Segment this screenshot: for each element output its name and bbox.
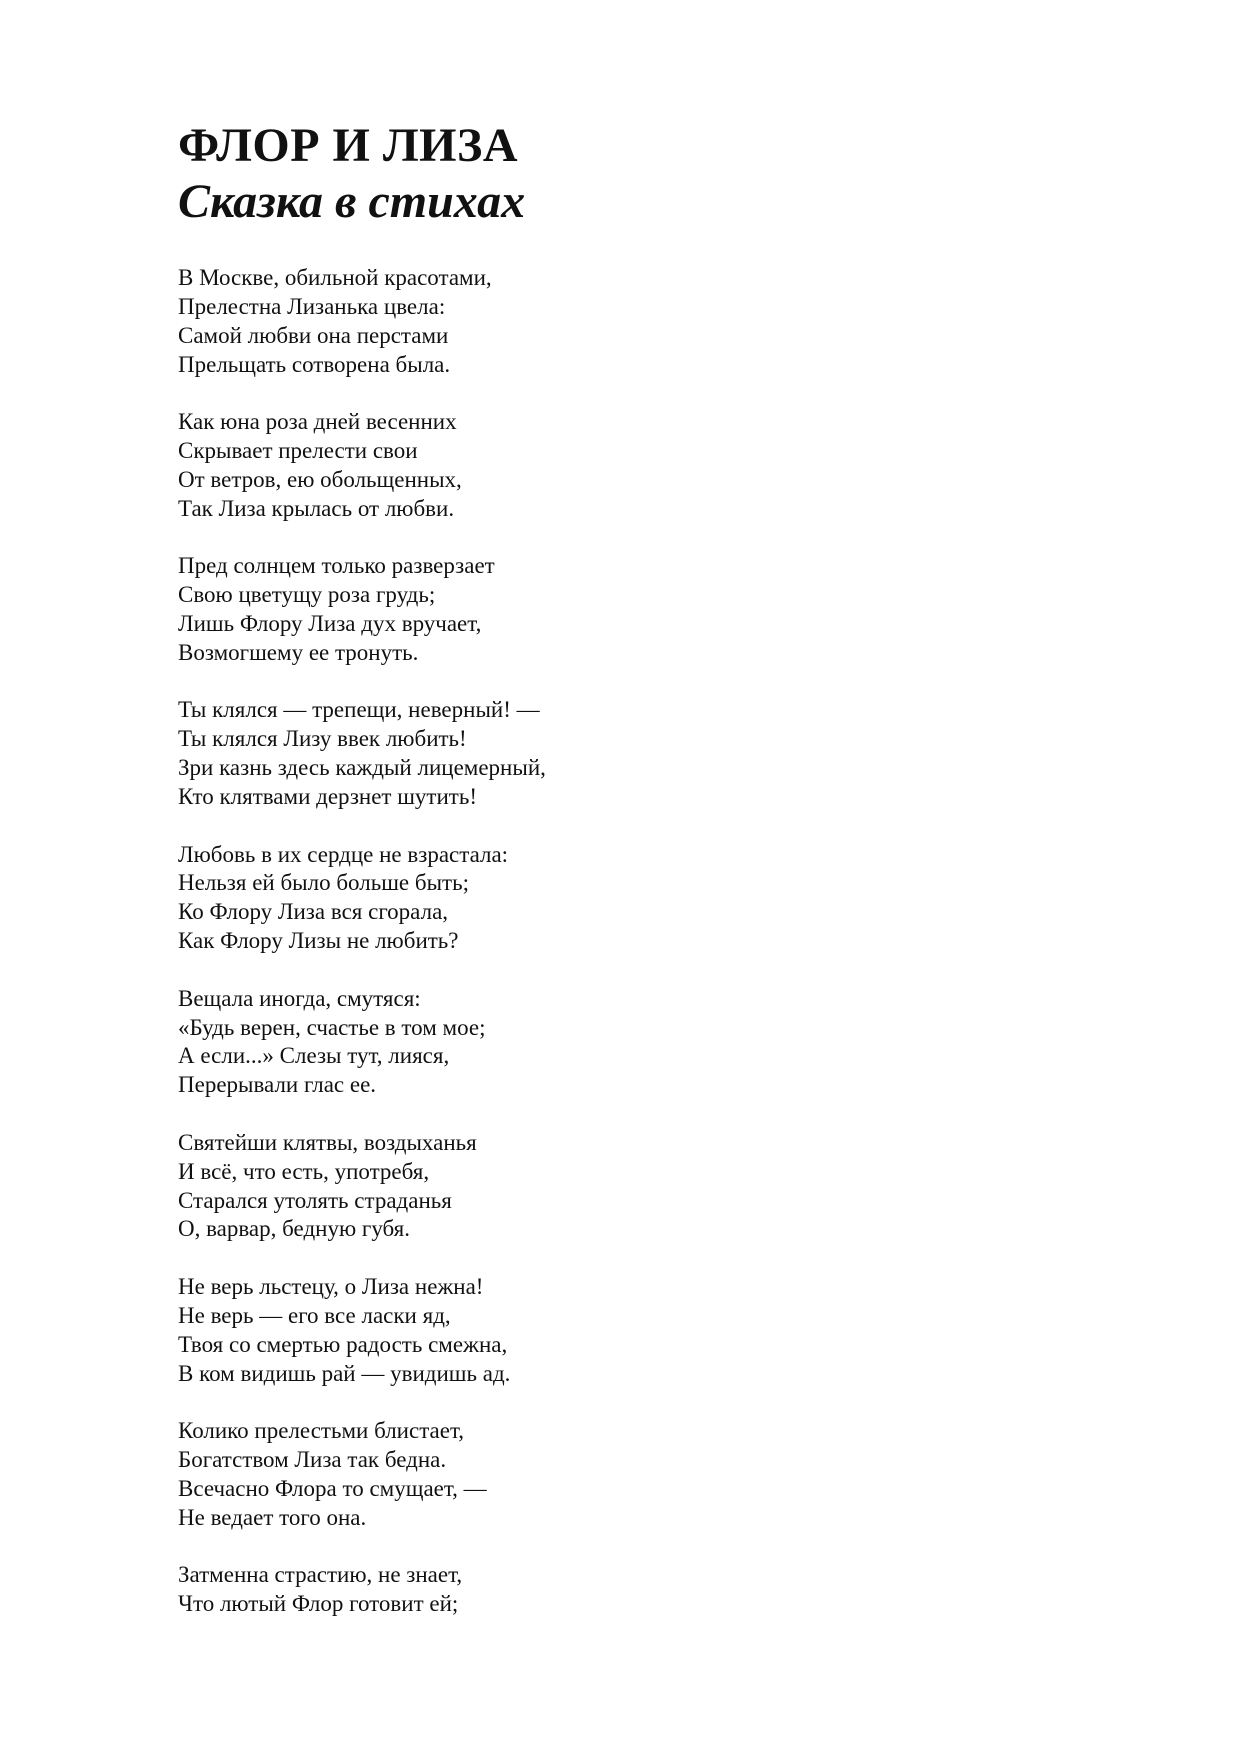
poem-line: Не ведает того она. [178,1504,367,1530]
poem-line: Затменна страстию, не знает, [178,1562,463,1588]
poem-line: Старался утолять страданья [178,1187,452,1213]
poem-line: Лишь Флору Лиза дух вручает, [178,611,482,637]
poem-line: Не верь льстецу, о Лиза нежна! [178,1273,484,1299]
stanza [178,1561,1078,1619]
poem-line: Так Лиза крылась от любви. [178,495,455,521]
poem-line: От ветров, ею обольщенных, [178,466,462,492]
poem-line: Твоя со смертью радость смежна, [178,1331,508,1357]
poem-line: Возмогшему ее тронуть. [178,639,419,665]
stanza [178,1273,1078,1389]
stanza [178,1417,1078,1533]
poem-line: Кто клятвами дерзнет шутить! [178,784,477,810]
stanza [178,696,1078,812]
stanza [178,841,1078,957]
poem-line: Перерывали глас ее. [178,1072,377,1098]
stanza [178,264,1078,380]
poem-line: Любовь в их сердце не взрастала: [178,841,509,867]
poem-line: Как юна роза дней весенних [178,409,457,435]
poem-line: Свою цветущу роза грудь; [178,582,436,608]
stanza [178,408,1078,524]
stanza [178,985,1078,1101]
poem-line: О, варвар, бедную губя. [178,1216,410,1242]
poem-line: «Будь верен, счастье в том мое; [178,1014,486,1040]
poem-line: Богатством Лиза так бедна. [178,1446,447,1472]
poem-line: Скрывает прелести свои [178,438,418,464]
poem-line: Ко Флору Лиза вся сгорала, [178,899,449,925]
poem-line: Пред солнцем только разверзает [178,553,495,579]
poem-line: Ты клялся — трепещи, неверный! — [178,697,540,723]
poem-line: Всечасно Флора то смущает, — [178,1475,487,1501]
poem-subtitle: Сказка в стихах [178,175,526,228]
poem-title: ФЛОР И ЛИЗА [178,119,518,172]
stanza [178,1129,1078,1245]
poem-line: В ком видишь рай — увидишь ад. [178,1360,511,1386]
poem-line: Прелестна Лизанька цвела: [178,293,446,319]
poem-line: А если...» Слезы тут, лияся, [178,1043,450,1069]
poem-line: Вещала иногда, смутяся: [178,985,421,1011]
poem-line: В Москве, обильной красотами, [178,265,492,290]
stanza [178,552,1078,668]
poem-line: Самой любви она перстами [178,322,449,348]
poem-line: Святейши клятвы, воздыханья [178,1129,477,1155]
poem-line: Колико прелестьми блистает, [178,1418,465,1443]
poem-line: Не верь — его все ласки яд, [178,1302,451,1328]
poem-line: Нельзя ей было больше быть; [178,870,469,896]
poem-page [178,118,1078,1647]
poem-line: Ты клялся Лизу ввек любить! [178,726,467,752]
poem-line: Что лютый Флор готовит ей; [178,1591,459,1617]
poem-line: И всё, что есть, употребя, [178,1158,430,1184]
poem-line: Прельщать сотворена была. [178,351,451,377]
poem-line: Как Флору Лизы не любить? [178,928,459,954]
poem-line: Зри казнь здесь каждый лицемерный, [178,755,546,781]
